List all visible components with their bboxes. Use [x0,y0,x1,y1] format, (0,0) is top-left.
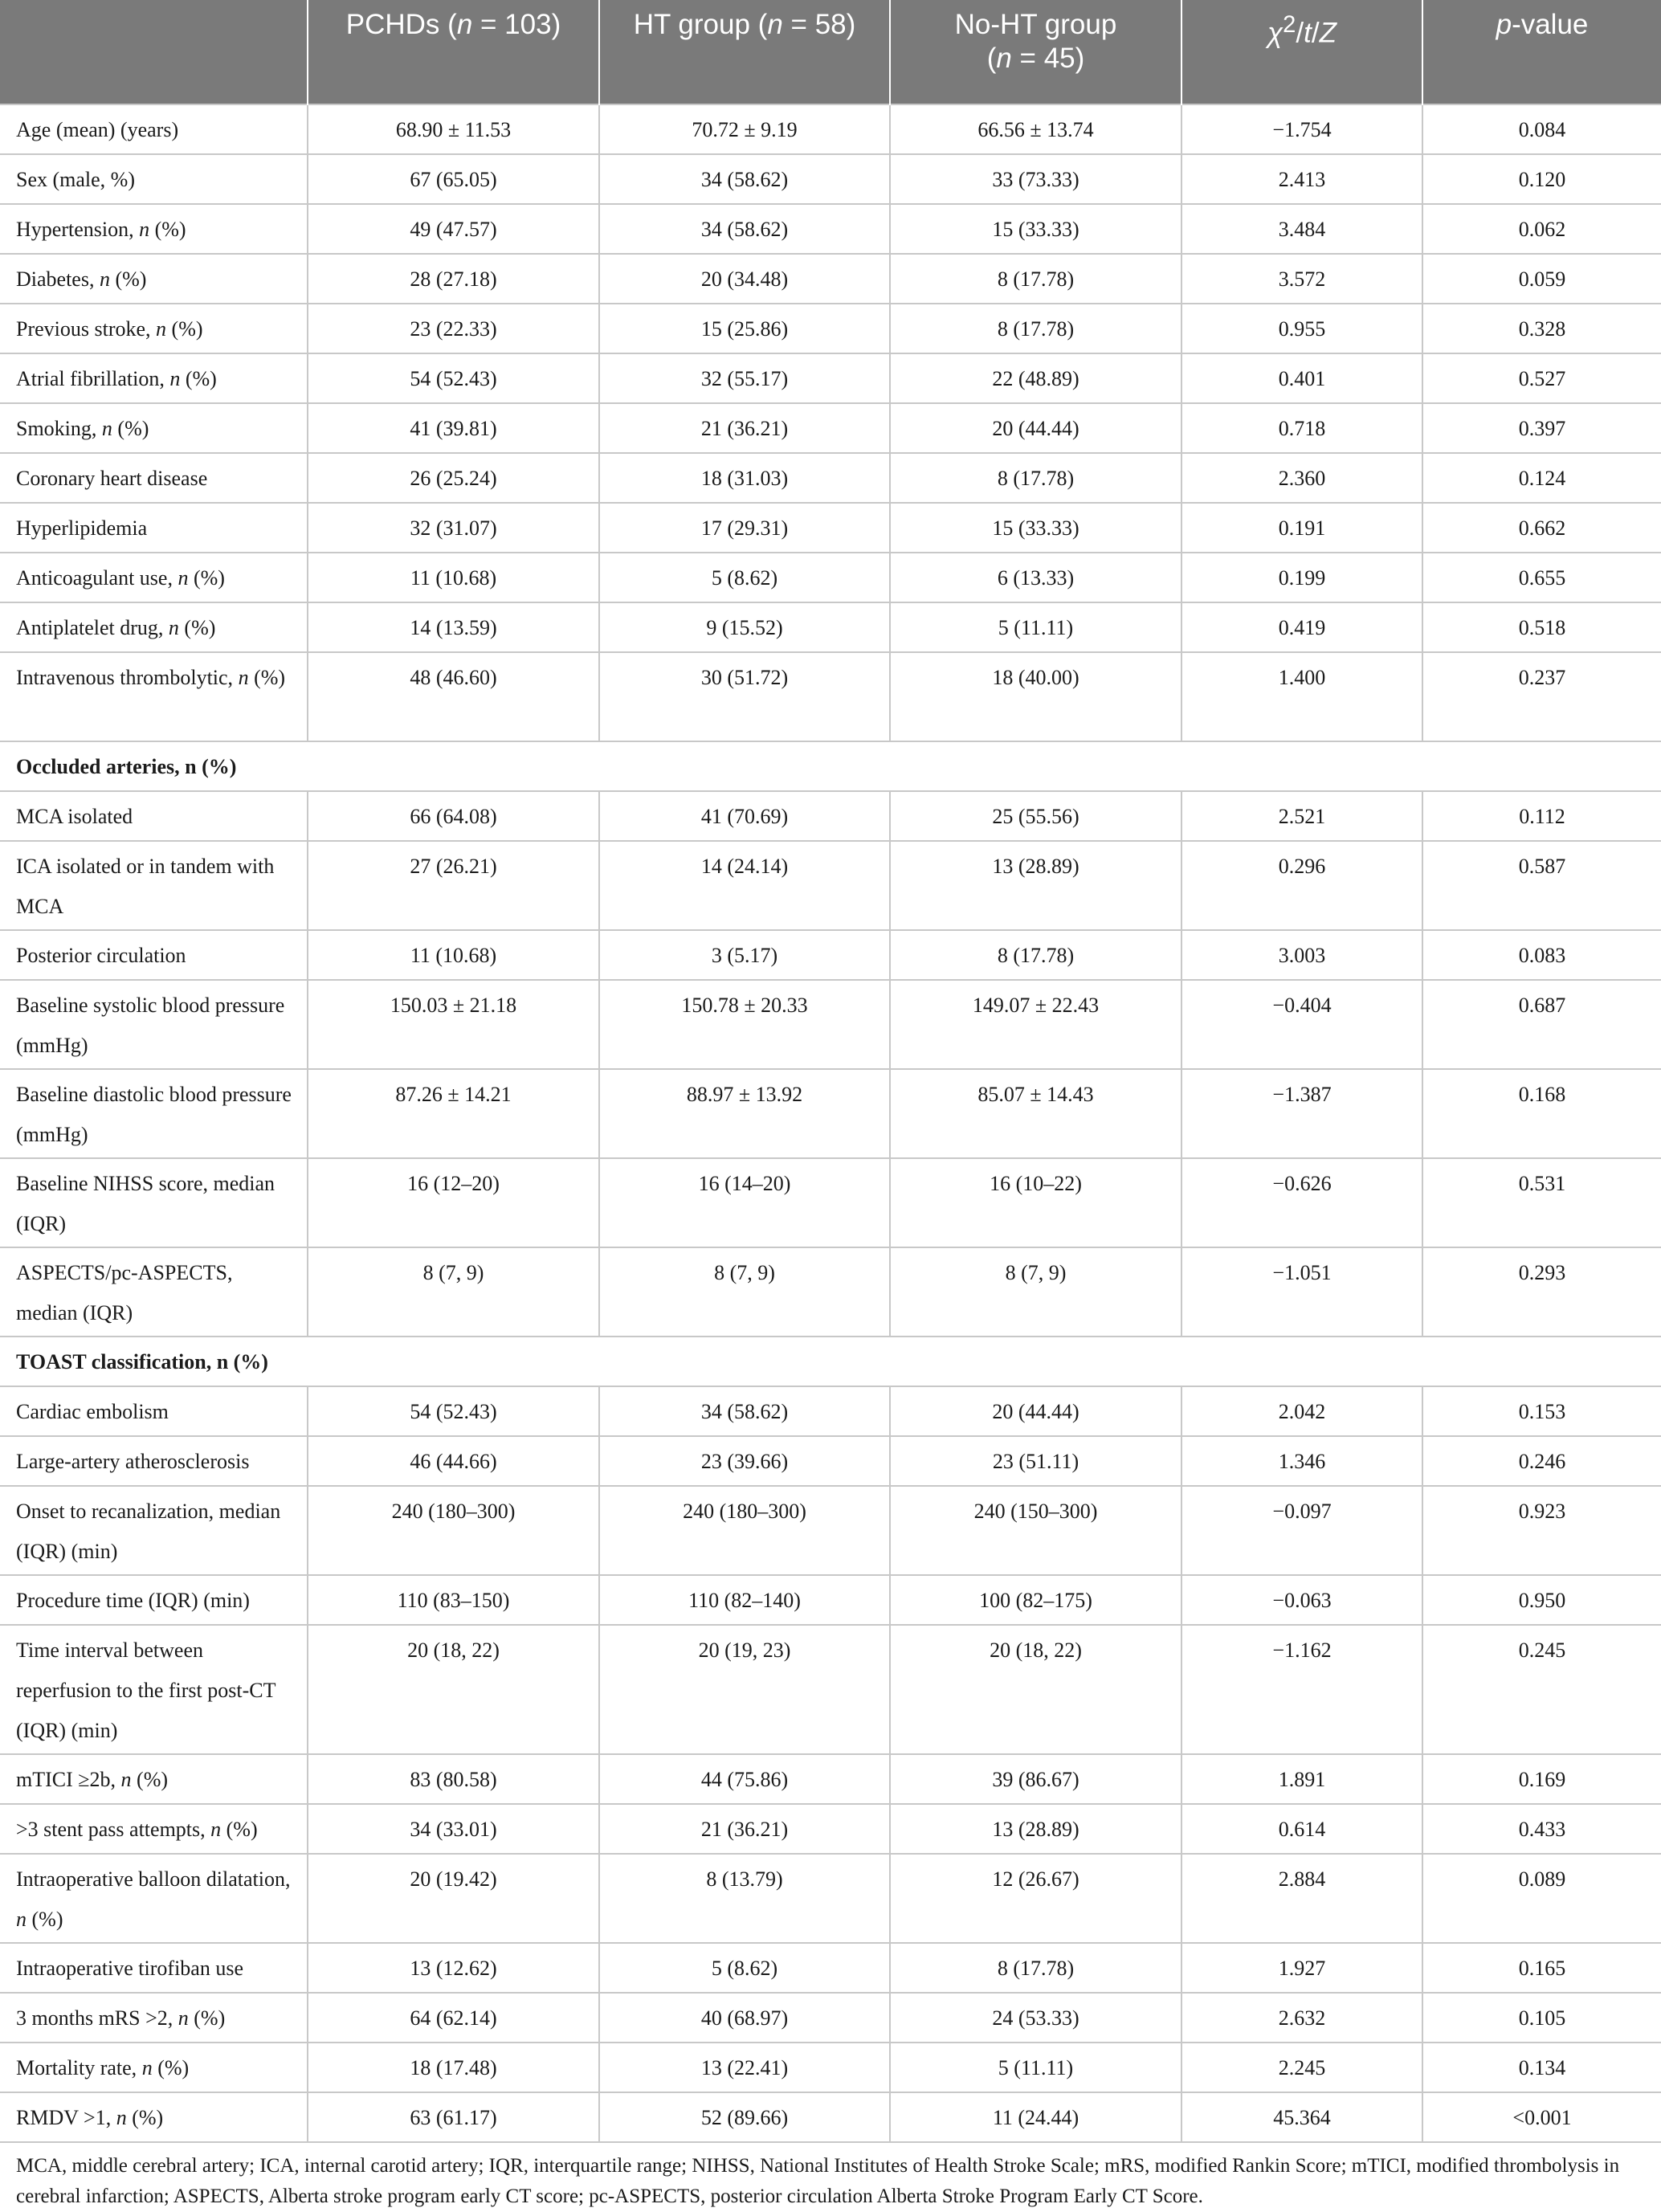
row-label: Baseline NIHSS score, median (IQR) [0,1158,308,1247]
p-value-cell: 0.124 [1422,453,1661,503]
pchds-cell: 66 (64.08) [308,791,599,841]
p-value-cell: 0.328 [1422,304,1661,353]
ht-group-cell: 34 (58.62) [599,204,890,254]
row-label: ICA isolated or in tandem with MCA [0,841,308,930]
test-statistic-cell: 2.521 [1181,791,1422,841]
pchds-cell: 67 (65.05) [308,154,599,204]
pchds-cell: 28 (27.18) [308,254,599,304]
p-value-cell: 0.169 [1422,1754,1661,1804]
p-value-cell: 0.084 [1422,104,1661,154]
test-statistic-cell: −0.097 [1181,1486,1422,1575]
test-statistic-column-header: $\chi^2/t/Z$ [1181,0,1422,104]
table-row [0,1754,1661,1804]
table-row [0,453,1661,503]
ht-group-cell: 8 (7, 9) [599,1247,890,1337]
p-value-cell: 0.433 [1422,1804,1661,1854]
ht-group-cell: 88.97 ± 13.92 [599,1069,890,1158]
row-label: Intraoperative balloon dilatation, n (%) [0,1854,308,1943]
pchds-cell: 18 (17.48) [308,2043,599,2092]
no-ht-group-cell: 240 (150–300) [890,1486,1181,1575]
pchds-cell: 34 (33.01) [308,1804,599,1854]
ht-group-cell: 3 (5.17) [599,930,890,980]
table-footnote: MCA, middle cerebral artery; ICA, internal carotid artery; IQR, interquartile range; NIHSS, National Institutes of Health Stroke Scale; mRS, modified Rankin Score; mTICI, modified thrombolysis in cerebral infarction; ASPECTS, Alberta stroke program early CT score; pc-ASPECTS, posterior circulation Alberta Stroke Program Early CT Score. [16,2155,1620,2207]
p-value-cell: 0.105 [1422,1993,1661,2043]
pchds-cell: 41 (39.81) [308,403,599,453]
pchds-cell: 83 (80.58) [308,1754,599,1804]
ht-group-cell: 18 (31.03) [599,453,890,503]
test-statistic-cell: 2.632 [1181,1993,1422,2043]
no-ht-group-cell: 13 (28.89) [890,841,1181,930]
table-row [0,1436,1661,1486]
no-ht-group-column-header: No-HT group (n = 45) [890,0,1181,104]
p-value-cell: 0.153 [1422,1386,1661,1436]
ht-group-cell: 13 (22.41) [599,2043,890,2092]
ht-group-cell: 15 (25.86) [599,304,890,353]
test-statistic-cell: 0.191 [1181,503,1422,553]
test-statistic-cell: −0.063 [1181,1575,1422,1625]
row-label: ASPECTS/pc-ASPECTS, median (IQR) [0,1247,308,1337]
p-value-cell: 0.687 [1422,980,1661,1069]
table-row [0,553,1661,602]
no-ht-group-cell: 8 (17.78) [890,254,1181,304]
table-row [0,1486,1661,1575]
table-row [0,403,1661,453]
test-statistic-cell: 1.927 [1181,1943,1422,1993]
test-statistic-cell: 0.718 [1181,403,1422,453]
row-label: 3 months mRS >2, n (%) [0,1993,308,2043]
row-label: Onset to recanalization, median (IQR) (min) [0,1486,308,1575]
pchds-cell: 54 (52.43) [308,353,599,403]
no-ht-group-cell: 8 (7, 9) [890,1247,1181,1337]
row-label: Procedure time (IQR) (min) [0,1575,308,1625]
p-value-cell: 0.120 [1422,154,1661,204]
test-statistic-cell: −1.387 [1181,1069,1422,1158]
table-row [0,1625,1661,1754]
p-value-cell: <0.001 [1422,2092,1661,2142]
no-ht-group-cell: 20 (44.44) [890,1386,1181,1436]
no-ht-group-cell: 66.56 ± 13.74 [890,104,1181,154]
row-label: Atrial fibrillation, n (%) [0,353,308,403]
ht-group-cell: 34 (58.62) [599,1386,890,1436]
row-label: Mortality rate, n (%) [0,2043,308,2092]
p-value-cell: 0.923 [1422,1486,1661,1575]
row-label: Antiplatelet drug, n (%) [0,602,308,652]
no-ht-group-cell: 8 (17.78) [890,304,1181,353]
pchds-cell: 8 (7, 9) [308,1247,599,1337]
pchds-cell: 27 (26.21) [308,841,599,930]
test-statistic-cell: 1.891 [1181,1754,1422,1804]
no-ht-group-cell: 6 (13.33) [890,553,1181,602]
p-value-cell: 0.089 [1422,1854,1661,1943]
no-ht-group-cell: 11 (24.44) [890,2092,1181,2142]
p-value-cell: 0.293 [1422,1247,1661,1337]
test-statistic-cell: 1.346 [1181,1436,1422,1486]
no-ht-group-cell: 100 (82–175) [890,1575,1181,1625]
pchds-cell: 11 (10.68) [308,930,599,980]
p-value-cell: 0.083 [1422,930,1661,980]
ht-group-cell: 21 (36.21) [599,403,890,453]
pchds-cell: 64 (62.14) [308,1993,599,2043]
row-label: >3 stent pass attempts, n (%) [0,1804,308,1854]
no-ht-group-cell: 18 (40.00) [890,652,1181,741]
ht-group-cell: 21 (36.21) [599,1804,890,1854]
pchds-column-header: PCHDs (n = 103) [308,0,599,104]
table-header-row [0,0,1661,104]
table-row [0,104,1661,154]
no-ht-group-cell: 39 (86.67) [890,1754,1181,1804]
p-value-cell: 0.134 [1422,2043,1661,2092]
p-value-cell: 0.587 [1422,841,1661,930]
table-row [0,1247,1661,1337]
no-ht-group-cell: 33 (73.33) [890,154,1181,204]
p-value-cell: 0.531 [1422,1158,1661,1247]
no-ht-group-cell: 8 (17.78) [890,930,1181,980]
pchds-cell: 63 (61.17) [308,2092,599,2142]
row-label: MCA isolated [0,791,308,841]
table-row [0,204,1661,254]
table-row [0,304,1661,353]
ht-group-cell: 16 (14–20) [599,1158,890,1247]
ht-group-cell: 20 (19, 23) [599,1625,890,1754]
row-label: Coronary heart disease [0,453,308,503]
test-statistic-cell: −1.162 [1181,1625,1422,1754]
row-label: Hyperlipidemia [0,503,308,553]
pchds-cell: 11 (10.68) [308,553,599,602]
row-label: Hypertension, n (%) [0,204,308,254]
no-ht-group-cell: 12 (26.67) [890,1854,1181,1943]
table-row [0,1158,1661,1247]
p-value-cell: 0.518 [1422,602,1661,652]
table-row [0,1804,1661,1854]
table-row [0,254,1661,304]
p-value-cell: 0.655 [1422,553,1661,602]
ht-group-cell: 240 (180–300) [599,1486,890,1575]
row-label: Intraoperative tirofiban use [0,1943,308,1993]
pchds-cell: 32 (31.07) [308,503,599,553]
no-ht-group-cell: 13 (28.89) [890,1804,1181,1854]
ht-group-cell: 20 (34.48) [599,254,890,304]
pchds-cell: 48 (46.60) [308,652,599,741]
table-row [0,602,1661,652]
table-row [0,930,1661,980]
table-row [0,1386,1661,1436]
ht-group-cell: 5 (8.62) [599,1943,890,1993]
table-row [0,1575,1661,1625]
p-value-column-header: p-value [1422,0,1661,104]
pchds-cell: 54 (52.43) [308,1386,599,1436]
row-label: Cardiac embolism [0,1386,308,1436]
test-statistic-cell: 0.296 [1181,841,1422,930]
no-ht-group-cell: 85.07 ± 14.43 [890,1069,1181,1158]
test-statistic-cell: 0.614 [1181,1804,1422,1854]
pchds-cell: 110 (83–150) [308,1575,599,1625]
row-label: Intravenous thrombolytic, n (%) [0,652,308,741]
table-row [0,1854,1661,1943]
test-statistic-cell: 2.360 [1181,453,1422,503]
pchds-cell: 14 (13.59) [308,602,599,652]
ht-group-cell: 34 (58.62) [599,154,890,204]
test-statistic-cell: 3.572 [1181,254,1422,304]
row-label: Large-artery atherosclerosis [0,1436,308,1486]
table-row [0,980,1661,1069]
test-statistic-cell: 45.364 [1181,2092,1422,2142]
test-statistic-cell: 0.199 [1181,553,1422,602]
p-value-cell: 0.237 [1422,652,1661,741]
table-row [0,353,1661,403]
pchds-cell: 240 (180–300) [308,1486,599,1575]
ht-group-cell: 17 (29.31) [599,503,890,553]
row-label: Baseline systolic blood pressure (mmHg) [0,980,308,1069]
ht-group-cell: 150.78 ± 20.33 [599,980,890,1069]
pchds-cell: 20 (18, 22) [308,1625,599,1754]
p-value-cell: 0.397 [1422,403,1661,453]
test-statistic-cell: 2.245 [1181,2043,1422,2092]
no-ht-group-cell: 23 (51.11) [890,1436,1181,1486]
ht-group-cell: 14 (24.14) [599,841,890,930]
p-value-cell: 0.246 [1422,1436,1661,1486]
table-row [0,1993,1661,2043]
pchds-cell: 23 (22.33) [308,304,599,353]
row-label: Posterior circulation [0,930,308,980]
p-value-cell: 0.662 [1422,503,1661,553]
row-label: Diabetes, n (%) [0,254,308,304]
row-label: Sex (male, %) [0,154,308,204]
p-value-cell: 0.059 [1422,254,1661,304]
ht-group-cell: 32 (55.17) [599,353,890,403]
no-ht-group-cell: 20 (18, 22) [890,1625,1181,1754]
pchds-cell: 87.26 ± 14.21 [308,1069,599,1158]
ht-group-column-header: HT group (n = 58) [599,0,890,104]
no-ht-group-cell: 20 (44.44) [890,403,1181,453]
p-value-cell: 0.165 [1422,1943,1661,1993]
no-ht-group-cell: 5 (11.11) [890,602,1181,652]
pchds-cell: 26 (25.24) [308,453,599,503]
ht-group-cell: 30 (51.72) [599,652,890,741]
no-ht-group-cell: 149.07 ± 22.43 [890,980,1181,1069]
test-statistic-cell: 2.042 [1181,1386,1422,1436]
pchds-cell: 13 (12.62) [308,1943,599,1993]
no-ht-group-cell: 24 (53.33) [890,1993,1181,2043]
no-ht-group-cell: 8 (17.78) [890,1943,1181,1993]
test-statistic-cell: 3.484 [1181,204,1422,254]
table-row [0,1943,1661,1993]
table-row [0,154,1661,204]
ht-group-cell: 40 (68.97) [599,1993,890,2043]
section-header-row [0,741,1661,791]
test-statistic-cell: −0.626 [1181,1158,1422,1247]
test-statistic-cell: 2.413 [1181,154,1422,204]
table-row [0,2092,1661,2142]
ht-group-cell: 44 (75.86) [599,1754,890,1804]
test-statistic-cell: 0.401 [1181,353,1422,403]
table-row [0,791,1661,841]
test-statistic-cell: 0.955 [1181,304,1422,353]
test-statistic-cell: −1.051 [1181,1247,1422,1337]
ht-group-cell: 52 (89.66) [599,2092,890,2142]
test-statistic-cell: 0.419 [1181,602,1422,652]
test-statistic-cell: 2.884 [1181,1854,1422,1943]
pchds-cell: 46 (44.66) [308,1436,599,1486]
no-ht-group-cell: 8 (17.78) [890,453,1181,503]
table-row [0,841,1661,930]
no-ht-group-cell: 16 (10–22) [890,1158,1181,1247]
table-row [0,652,1661,741]
no-ht-group-cell: 5 (11.11) [890,2043,1181,2092]
row-label: RMDV >1, n (%) [0,2092,308,2142]
row-label: mTICI ≥2b, n (%) [0,1754,308,1804]
row-label: Time interval between reperfusion to the first post-CT (IQR) (min) [0,1625,308,1754]
ht-group-cell: 41 (70.69) [599,791,890,841]
ht-group-cell: 110 (82–140) [599,1575,890,1625]
test-statistic-cell: −0.404 [1181,980,1422,1069]
row-label: Anticoagulant use, n (%) [0,553,308,602]
ht-group-cell: 5 (8.62) [599,553,890,602]
no-ht-group-cell: 15 (33.33) [890,204,1181,254]
p-value-cell: 0.168 [1422,1069,1661,1158]
test-statistic-cell: 3.003 [1181,930,1422,980]
table-row [0,2043,1661,2092]
p-value-cell: 0.527 [1422,353,1661,403]
row-label: Previous stroke, n (%) [0,304,308,353]
variable-column-header [0,0,308,104]
section-header-row [0,1337,1661,1386]
table-row [0,1069,1661,1158]
no-ht-group-cell: 22 (48.89) [890,353,1181,403]
table-row [0,503,1661,553]
pchds-cell: 68.90 ± 11.53 [308,104,599,154]
p-value-cell: 0.112 [1422,791,1661,841]
pchds-cell: 150.03 ± 21.18 [308,980,599,1069]
p-value-cell: 0.062 [1422,204,1661,254]
no-ht-group-cell: 15 (33.33) [890,503,1181,553]
row-label: Age (mean) (years) [0,104,308,154]
test-statistic-cell: −1.754 [1181,104,1422,154]
section-header-label: Occluded arteries, n (%) [0,741,1661,791]
pchds-cell: 49 (47.57) [308,204,599,254]
ht-group-cell: 70.72 ± 9.19 [599,104,890,154]
p-value-cell: 0.245 [1422,1625,1661,1754]
ht-group-cell: 9 (15.52) [599,602,890,652]
test-statistic-cell: 1.400 [1181,652,1422,741]
ht-group-cell: 23 (39.66) [599,1436,890,1486]
row-label: Smoking, n (%) [0,403,308,453]
pchds-cell: 20 (19.42) [308,1854,599,1943]
ht-group-cell: 8 (13.79) [599,1854,890,1943]
section-header-label: TOAST classification, n (%) [0,1337,1661,1386]
table-body [0,104,1661,2142]
pchds-cell: 16 (12–20) [308,1158,599,1247]
row-label: Baseline diastolic blood pressure (mmHg) [0,1069,308,1158]
p-value-cell: 0.950 [1422,1575,1661,1625]
no-ht-group-cell: 25 (55.56) [890,791,1181,841]
